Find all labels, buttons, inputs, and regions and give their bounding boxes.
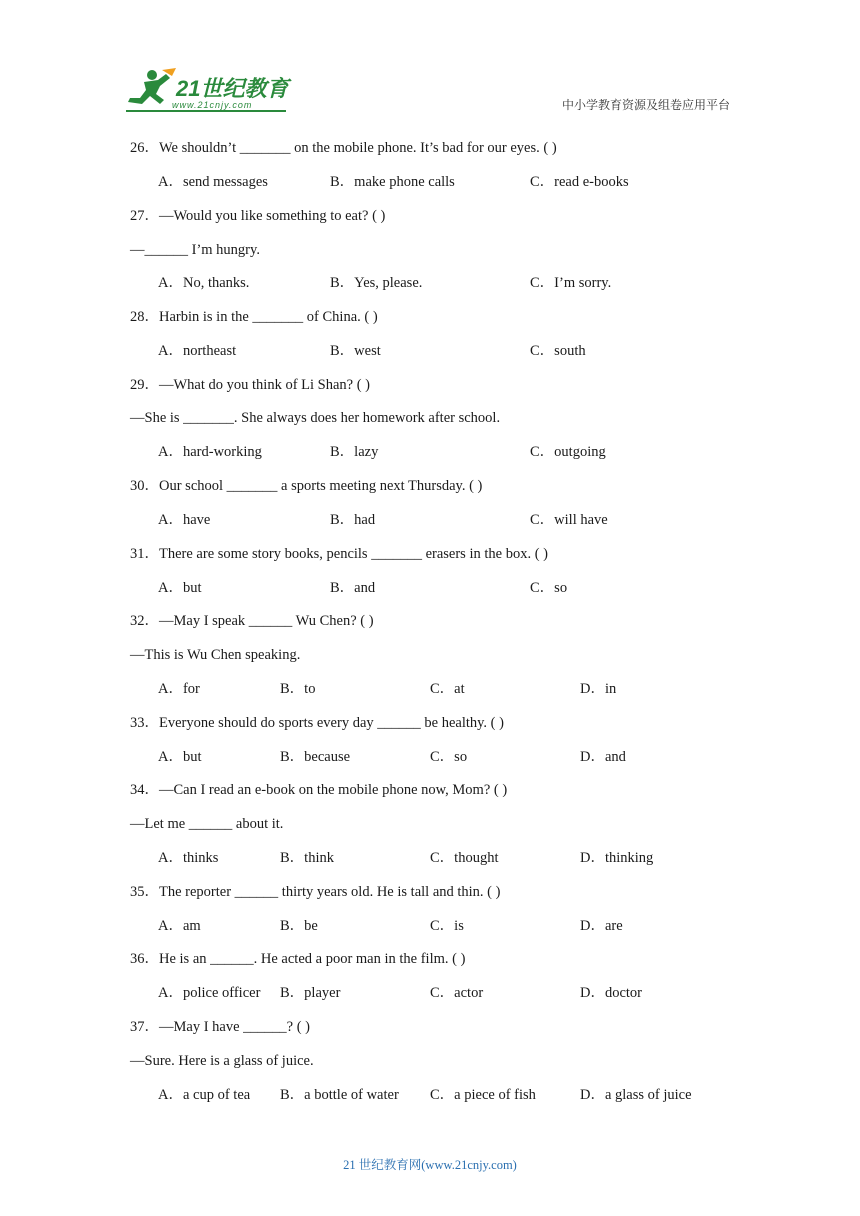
header-tagline: 中小学教育资源及组卷应用平台 bbox=[561, 98, 730, 112]
option-c: C．a piece of fish bbox=[430, 1087, 536, 1103]
option-b: B．west bbox=[330, 343, 381, 359]
page-header bbox=[0, 0, 860, 130]
question-stem: 30．Our school _______ a sports meeting next Thursday. ( ) bbox=[130, 478, 483, 494]
question-reply: —______ I’m hungry. bbox=[130, 242, 260, 258]
option-c: C．so bbox=[530, 580, 568, 596]
brand-logo bbox=[122, 66, 292, 116]
option-a: A．send messages bbox=[158, 174, 268, 190]
option-b: B．to bbox=[280, 681, 316, 697]
option-a: A．have bbox=[158, 512, 211, 528]
option-c: C．at bbox=[430, 681, 465, 697]
option-a: A．northeast bbox=[158, 343, 237, 359]
question-stem: 35．The reporter ______ thirty years old. He is tall and thin. ( ) bbox=[130, 884, 501, 900]
option-b: B．be bbox=[280, 918, 318, 934]
option-a: A．for bbox=[158, 681, 200, 697]
option-d: D．are bbox=[580, 918, 623, 934]
question-stem: 34．—Can I read an e-book on the mobile phone now, Mom? ( ) bbox=[130, 782, 508, 798]
option-d: D．doctor bbox=[580, 985, 643, 1001]
option-c: C．outgoing bbox=[530, 444, 606, 460]
option-c: C．I’m sorry. bbox=[530, 275, 612, 291]
option-a: A．a cup of tea bbox=[158, 1087, 251, 1103]
option-a: A．but bbox=[158, 580, 202, 596]
option-b: B．make phone calls bbox=[330, 174, 455, 190]
question-stem: 28．Harbin is in the _______ of China. ( ) bbox=[130, 309, 378, 325]
option-c: C．so bbox=[430, 749, 468, 765]
option-b: B．a bottle of water bbox=[280, 1087, 399, 1103]
option-b: B．player bbox=[280, 985, 341, 1001]
option-c: C．thought bbox=[430, 850, 499, 866]
question-reply: —Sure. Here is a glass of juice. bbox=[130, 1053, 314, 1069]
brand-underline bbox=[126, 110, 286, 112]
question-reply: —Let me ______ about it. bbox=[130, 816, 284, 832]
page-footer: 21 世纪教育网(www.21cnjy.com) bbox=[343, 1158, 517, 1172]
option-b: B．because bbox=[280, 749, 351, 765]
question-stem: 36．He is an ______. He acted a poor man in the film. ( ) bbox=[130, 951, 466, 967]
question-stem: 29．—What do you think of Li Shan? ( ) bbox=[130, 377, 371, 393]
option-d: D．thinking bbox=[580, 850, 654, 866]
option-d: D．in bbox=[580, 681, 617, 697]
option-a: A．No, thanks. bbox=[158, 275, 250, 291]
option-c: C．will have bbox=[530, 512, 608, 528]
question-stem: 37．—May I have ______? ( ) bbox=[130, 1019, 310, 1035]
question-reply: —She is _______. She always does her homework after school. bbox=[130, 410, 501, 426]
option-a: A．thinks bbox=[158, 850, 219, 866]
question-reply: —This is Wu Chen speaking. bbox=[130, 647, 301, 663]
option-a: A．police officer bbox=[158, 985, 261, 1001]
question-stem: 31．There are some story books, pencils _______ erasers in the box. ( ) bbox=[130, 546, 548, 562]
option-b: B．had bbox=[330, 512, 376, 528]
option-a: A．but bbox=[158, 749, 202, 765]
option-c: C．read e-books bbox=[530, 174, 629, 190]
brand-url: www.21cnjy.com bbox=[172, 100, 253, 110]
option-c: C．is bbox=[430, 918, 464, 934]
option-b: B．and bbox=[330, 580, 376, 596]
option-b: B．lazy bbox=[330, 444, 379, 460]
question-stem: 33．Everyone should do sports every day ______ be healthy. ( ) bbox=[130, 715, 504, 731]
option-a: A．hard-working bbox=[158, 444, 262, 460]
option-b: B．think bbox=[280, 850, 334, 866]
question-stem: 26．We shouldn’t _______ on the mobile phone. It’s bad for our eyes. ( ) bbox=[130, 140, 557, 156]
option-c: C．south bbox=[530, 343, 586, 359]
brand-name: 21世纪教育 bbox=[176, 76, 289, 101]
option-b: B．Yes, please. bbox=[330, 275, 423, 291]
option-a: A．am bbox=[158, 918, 201, 934]
question-stem: 32．—May I speak ______ Wu Chen? ( ) bbox=[130, 613, 374, 629]
question-stem: 27．—Would you like something to eat? ( ) bbox=[130, 208, 386, 224]
option-d: D．and bbox=[580, 749, 626, 765]
option-c: C．actor bbox=[430, 985, 484, 1001]
option-d: D．a glass of juice bbox=[580, 1087, 692, 1103]
runner-icon bbox=[122, 66, 178, 112]
